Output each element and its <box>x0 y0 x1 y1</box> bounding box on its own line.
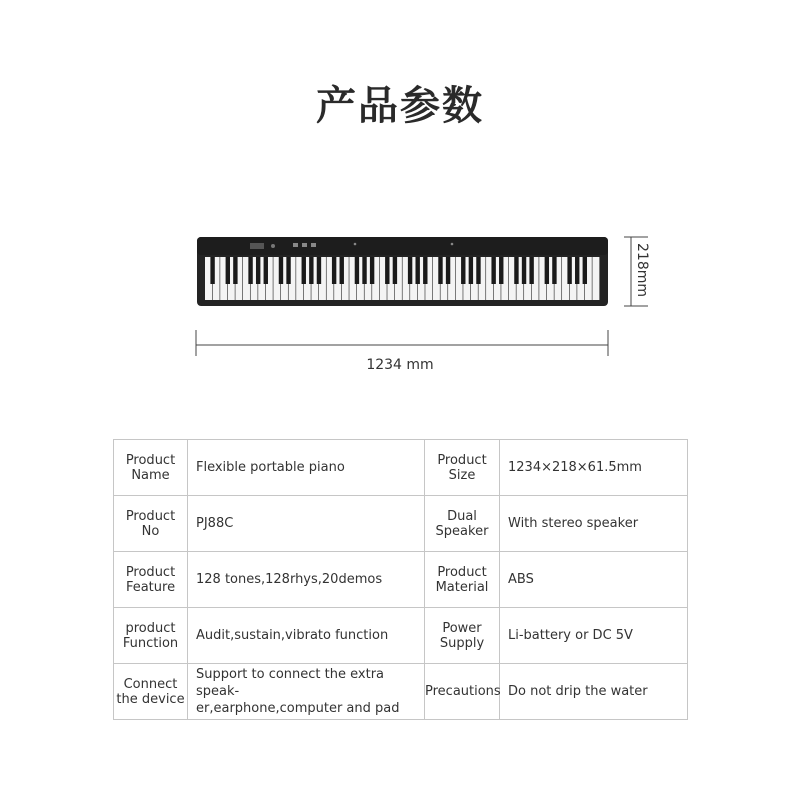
black-key <box>226 257 230 284</box>
spec-label: Product Name <box>114 440 188 496</box>
black-key <box>302 257 306 284</box>
spec-value: Support to connect the extra speak- er,earphone,computer and pad <box>188 664 425 720</box>
spec-value: Li-battery or DC 5V <box>500 608 688 664</box>
spec-value: Do not drip the water <box>500 664 688 720</box>
spec-label: product Function <box>114 608 188 664</box>
black-key <box>567 257 571 284</box>
black-key <box>210 257 214 284</box>
black-key <box>583 257 587 284</box>
piano-button-icon <box>293 243 298 247</box>
piano-button-icon <box>302 243 307 247</box>
piano-led-icon <box>354 243 357 246</box>
black-key <box>332 257 336 284</box>
page-title: 产品参数 <box>316 83 484 129</box>
spec-value: With stereo speaker <box>500 496 688 552</box>
black-key <box>264 257 268 284</box>
piano-display <box>250 243 264 249</box>
black-key <box>476 257 480 284</box>
black-key <box>248 257 252 284</box>
black-key <box>317 257 321 284</box>
black-key <box>279 257 283 284</box>
black-key <box>461 257 465 284</box>
spec-label: Product Material <box>425 552 500 608</box>
spec-value: Flexible portable piano <box>188 440 425 496</box>
black-key <box>499 257 503 284</box>
black-key <box>446 257 450 284</box>
black-key <box>355 257 359 284</box>
black-key <box>522 257 526 284</box>
white-key <box>592 257 599 300</box>
black-key <box>309 257 313 284</box>
black-key <box>575 257 579 284</box>
spec-label: Power Supply <box>425 608 500 664</box>
black-key <box>286 257 290 284</box>
black-key <box>514 257 518 284</box>
spec-table <box>113 439 688 720</box>
spec-label: Product Feature <box>114 552 188 608</box>
black-key <box>491 257 495 284</box>
black-key <box>233 257 237 284</box>
table-row <box>114 552 688 608</box>
black-key <box>340 257 344 284</box>
width-label: 1234 mm <box>366 357 434 373</box>
table-row <box>114 496 688 552</box>
black-key <box>423 257 427 284</box>
spec-value: PJ88C <box>188 496 425 552</box>
spec-value: 128 tones,128rhys,20demos <box>188 552 425 608</box>
black-key <box>552 257 556 284</box>
spec-label: Product Size <box>425 440 500 496</box>
table-row <box>114 440 688 496</box>
black-key <box>545 257 549 284</box>
black-key <box>438 257 442 284</box>
spec-value: Audit,sustain,vibrato function <box>188 608 425 664</box>
spec-value: ABS <box>500 552 688 608</box>
table-row <box>114 608 688 664</box>
piano-knob-icon <box>271 244 275 248</box>
spec-label: Dual Speaker <box>425 496 500 552</box>
black-key <box>385 257 389 284</box>
black-key <box>256 257 260 284</box>
black-key <box>362 257 366 284</box>
height-label: 218mm <box>634 243 650 297</box>
black-key <box>415 257 419 284</box>
piano-led-icon <box>451 243 454 246</box>
table-row <box>114 664 688 720</box>
spec-label: Precautions <box>425 664 500 720</box>
spec-label: Connect the device <box>114 664 188 720</box>
black-key <box>408 257 412 284</box>
spec-value: 1234×218×61.5mm <box>500 440 688 496</box>
spec-label: Product No <box>114 496 188 552</box>
black-key <box>529 257 533 284</box>
black-key <box>393 257 397 284</box>
black-key <box>469 257 473 284</box>
piano-button-icon <box>311 243 316 247</box>
black-key <box>370 257 374 284</box>
